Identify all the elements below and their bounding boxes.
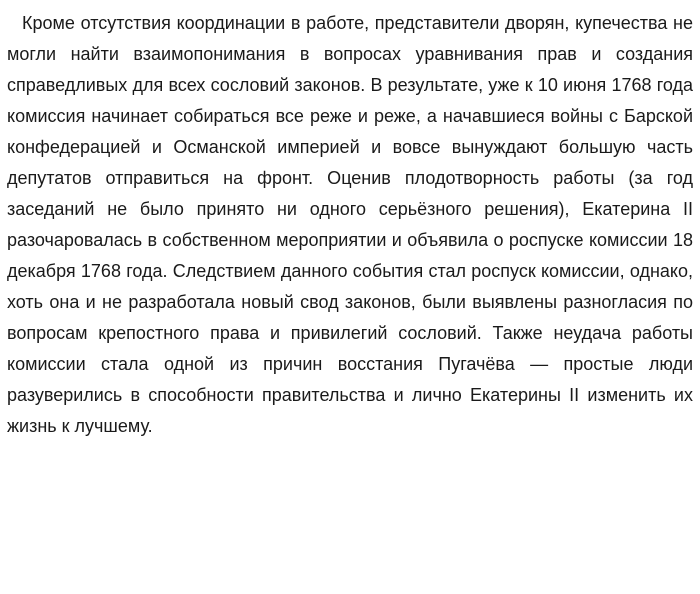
- body-paragraph: Кроме отсутствия координации в работе, представители дворян, купечества не могли найти взаимопонимания в вопросах уравнивания прав и создания справедливых для всех сословий законов. В результате, уже к 10 июня 1768 года комиссия начинает собираться все реже и реже, а начавшиеся войны с Барской конфедерацией и Османской империей и вовсе вынуждают большую часть депутатов отправиться на фронт. Оценив плодотворность работы (за год заседаний не было принято ни одного серьёзного решения), Екатерина II разочаровалась в собственном мероприятии и объявила о роспуске комиссии 18 декабря 1768 года. Следствием данного события стал роспуск комиссии, однако, хоть она и не разработала новый свод законов, были выявлены разногласия по вопросам крепостного права и привилегий сословий. Также неудача работы комиссии стала одной из причин восстания Пугачёва — простые люди разуверились в способности правительства и лично Екатерины II изменить их жизнь к лучшему.: [7, 13, 693, 436]
- document-body: [7, 8, 693, 442]
